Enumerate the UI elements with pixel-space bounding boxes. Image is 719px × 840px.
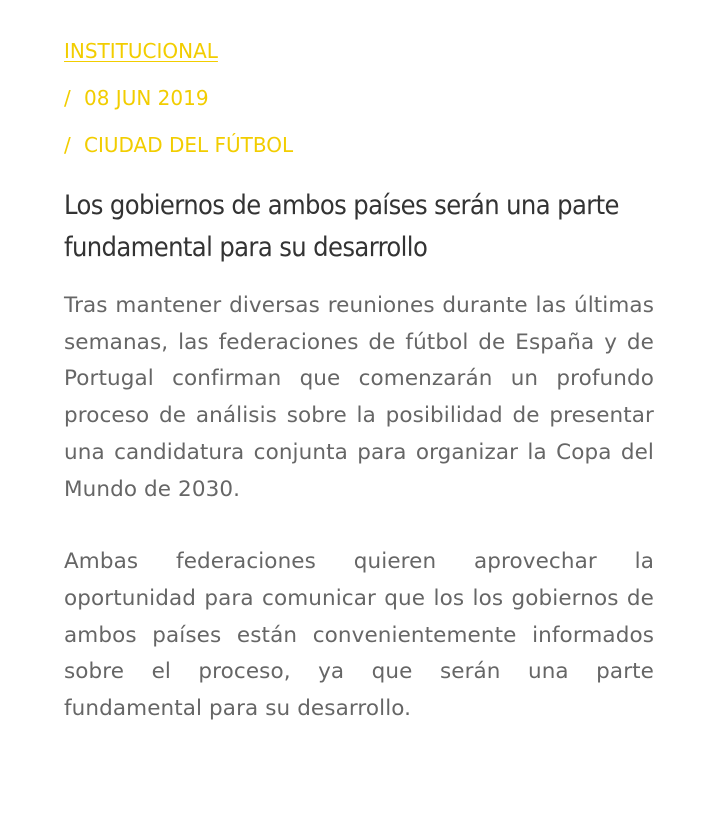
article-paragraph: Ambas federaciones quieren aprovechar la oportunidad para comunicar que los los gobiernos de ambos países están convenientemente informados sobre el proceso, ya que serán una parte fundamental para su desarrollo. — [64, 549, 654, 722]
meta-category-item — [64, 28, 654, 75]
article-body — [64, 288, 654, 728]
meta-separator: / — [64, 133, 71, 157]
article-headline: Los gobiernos de ambos países serán una parte fundamental para su desarrollo — [64, 190, 619, 263]
category-link[interactable]: INSTITUCIONAL — [64, 39, 218, 63]
publish-date: 08 JUN 2019 — [84, 86, 209, 110]
article — [64, 28, 654, 764]
meta-date-item — [64, 75, 654, 122]
article-paragraph: Tras mantener diversas reuniones durante las últimas semanas, las federaciones de fútbol de España y de Portugal confirman que comenzarán un profundo proceso de análisis sobre la posibilidad de presentar una candidatura conjunta para organizar la Copa del Mundo de 2030. — [64, 293, 654, 502]
meta-separator: / — [64, 86, 71, 110]
meta-location-item — [64, 122, 654, 169]
article-meta — [64, 28, 654, 169]
location: CIUDAD DEL FÚTBOL — [84, 133, 294, 157]
